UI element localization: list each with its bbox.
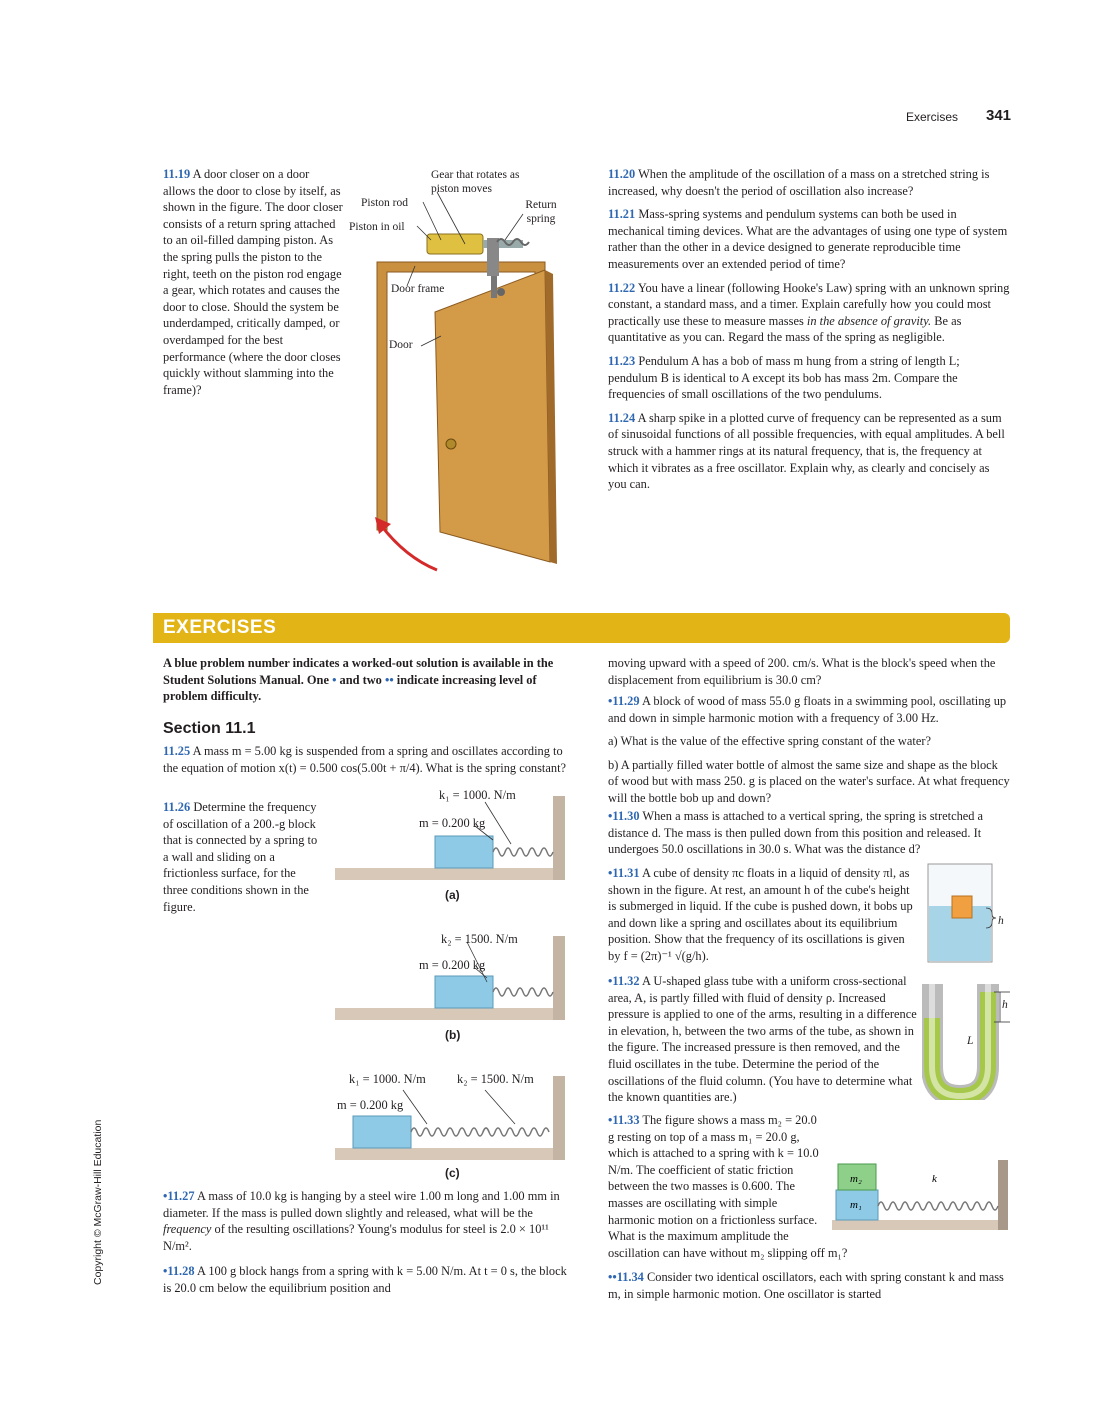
difficulty-dot: •: [332, 672, 337, 687]
page-number: 341: [986, 107, 1012, 124]
spring-constant-2-label: k₂ = 1500. N/m: [457, 1072, 534, 1086]
question-text: A mass of 10.0 kg is hanging by a steel wire 1.00 m long and 1.00 mm in diameter. If the mass is pulled down slightly and released, what will be the: [163, 1189, 560, 1220]
italic-text: frequency: [163, 1222, 212, 1237]
floating-cube-figure: [926, 862, 1010, 966]
question-11-28-continued: moving upward with a speed of 200. cm/s. What is the block's speed when the displacement from equilibrium is 30.0 cm?: [608, 656, 996, 687]
question-text: A door closer on a door allows the door to close by itself, as shown in the figure. The door closer consists of a return spring attached to an oil-filled damping piston. As the spring pulls the piston to the right, teeth on the piston rod engage a gear, which rotates and causes the door to close. Should the system be underdamped, critically damped, or overdamped for the best performance (where the door closes quickly without slamming into the frame)?: [163, 167, 343, 397]
question-number: 11.23: [608, 353, 636, 368]
figure-label-c: (c): [445, 1166, 460, 1180]
italic-text: in the absence of gravity.: [806, 313, 932, 328]
spring-constant-label: k₁ = 1000. N/m: [439, 788, 516, 802]
two-mass-spring-figure: [832, 1156, 1010, 1236]
right-top-column: [608, 166, 1010, 500]
piston-rod-label: Piston rod: [361, 197, 408, 209]
intro-text: indicate increasing level of problem difficulty.: [163, 672, 537, 704]
spring-constant-1-label: k₁ = 1000. N/m: [349, 1072, 426, 1086]
intro-text: A blue problem number indicates a worked-out solution is available in the Student Solutions Manual. One: [163, 656, 554, 687]
u-tube-l-label: L: [967, 1035, 974, 1047]
question-part-b: b) A partially filled water bottle of almost the same size and shape as the block of wood but with mass 250. g is placed on the water's surface. At what frequency will the bottle bob up and down?: [608, 757, 1010, 805]
spring-figure-b: [335, 928, 567, 1048]
difficulty-dot: •: [608, 866, 613, 880]
question-text: You have a linear (following Hooke's Law) spring with an unknown spring constant, a standard mass, and a timer. Explain carefully how you could most practically use these to measure masses: [608, 280, 1010, 328]
question-number: 11.19: [163, 167, 191, 181]
copyright-vertical: Copyright © McGraw-Hill Education: [92, 1119, 104, 1285]
door-frame-label: Door frame: [391, 283, 445, 295]
question-11-34: [608, 1269, 1010, 1302]
question-text: The figure shows a mass m₂ = 20.0 g resting on top of a mass m₁ = 20.0 g, which is attached to a spring with k = 10.0 N/m. The coefficient of static friction between the two masses is 0.600. The masses are oscillating with simple harmonic motion on a frictionless surface. What is the maximum amplitude the oscillation can have without m₂ slipping off m₁?: [608, 1113, 848, 1260]
difficulty-dot: •: [163, 1264, 168, 1278]
question-11-20: [608, 166, 1010, 199]
door-label: Door: [389, 339, 413, 351]
question-text: Mass-spring systems and pendulum systems can both be used in mechanical timing devices. What are the advantages of using one type of system rather than the other in a device designed to generate reproducible time measurements over an extended period of time?: [608, 207, 1008, 271]
question-11-33: [608, 1112, 1010, 1270]
intro-text: and two: [339, 672, 382, 687]
question-number: 11.24: [608, 410, 636, 425]
question-number: 11.25: [163, 744, 191, 758]
question-11-28: [163, 1263, 568, 1296]
question-11-24: [608, 410, 1010, 493]
question-11-26: [163, 799, 323, 915]
u-tube-h-label: h: [1002, 999, 1008, 1011]
section-heading: Section 11.1: [163, 720, 256, 737]
question-text: Determine the frequency of oscillation of a 200.-g block that is connected by a spring to a wall and sliding on a frictionless surface, for the three conditions shown in the figure.: [163, 800, 318, 914]
figure-label-a: (a): [445, 888, 460, 902]
question-number: 11.30: [612, 809, 640, 823]
question-number: 11.26: [163, 800, 191, 814]
question-number: 11.27: [167, 1189, 195, 1203]
piston-in-oil-label: Piston in oil: [349, 221, 405, 233]
question-11-32: [608, 973, 920, 1106]
spring-figure-c: [335, 1070, 567, 1190]
gear-label: Gear that rotates as piston moves: [431, 169, 520, 195]
question-text: A block of wood of mass 55.0 g floats in a swimming pool, oscillating up and down in simple harmonic motion with a frequency of 3.00 Hz.: [608, 694, 1007, 725]
question-11-31: [608, 865, 920, 965]
question-11-22: [608, 280, 1010, 346]
intro-note: [163, 655, 565, 705]
question-text: A sharp spike in a plotted curve of frequency can be represented as a sum of sinusoidal functions of all possible frequencies, with equal amplitudes. A bell struck with a hammer rings at its natural frequency, that is, the frequency at which it vibrates as a free oscillator. Explain why, as clearly and concisely as you can.: [608, 410, 1005, 492]
question-number: 11.31: [612, 866, 640, 880]
question-number: 11.29: [612, 694, 640, 708]
question-11-19: [163, 166, 343, 398]
difficulty-dot: •: [163, 1189, 168, 1203]
question-text: When a mass is attached to a vertical spring, the spring is stretched a distance d. The mass is then pulled down from this position and released. It undergoes 50.0 oscillations in 30.0 s. What was the distance d?: [608, 809, 984, 857]
m2-label: m₂: [850, 1173, 862, 1185]
question-text: A 100 g block hangs from a spring with k = 5.00 N/m. At t = 0 s, the block is 20.0 cm below the equilibrium position and: [163, 1264, 567, 1295]
question-text: A U-shaped glass tube with a uniform cross-sectional area, A, is partly filled with fluid of density ρ. Increased pressure is applied to one of the arms, resulting in a difference in elevation, h, between the two arms of the tube, as shown in the figure. The increased pressure is then removed, and the fluid oscillates in the tube. Determine the period of the oscillations of the fluid column. (You have to determine what the known quantities are.): [608, 974, 917, 1105]
question-11-25: [163, 743, 568, 776]
difficulty-dot: •: [608, 974, 613, 988]
question-number: 11.34: [616, 1270, 644, 1284]
running-header-section: Exercises: [906, 110, 959, 124]
m1-label: m₁: [850, 1199, 862, 1211]
question-text: Be as quantitative as you can. Regard the mass of the spring as negligible.: [608, 313, 962, 345]
question-11-30: [608, 808, 1010, 858]
question-number: 11.20: [608, 167, 636, 181]
difficulty-dot: •: [608, 694, 613, 708]
question-number: 11.28: [167, 1264, 195, 1278]
question-11-29: [608, 693, 1010, 814]
difficulty-dots: ••: [608, 1270, 617, 1284]
question-number: 11.33: [612, 1113, 640, 1127]
exercises-banner: EXERCISES: [153, 613, 1010, 643]
difficulty-dot: •: [608, 809, 613, 823]
question-text: A mass m = 5.00 kg is suspended from a spring and oscillates according to the equation of motion x(t) = 0.500 cos(5.00t + π/4). What is the spring constant?: [163, 744, 567, 775]
question-11-27: [163, 1188, 568, 1254]
question-11-23: [608, 353, 1010, 403]
question-text: When the amplitude of the oscillation of a mass on a stretched string is increased, why doesn't the period of oscillation also increase?: [608, 167, 990, 198]
figure-label-b: (b): [445, 1028, 461, 1042]
question-text: A cube of density πc floats in a liquid of density πl, as shown in the figure. At rest, an amount h of the cube's height is submerged in liquid. If the cube is pushed down, it bobs up and down like a spring and oscillates about its equilibrium position. Show that the frequency of its oscillations is given by f = (2π)⁻¹ √(g/h).: [608, 866, 913, 963]
door-closer-figure: [345, 162, 565, 582]
cube-h-label: h: [998, 915, 1004, 927]
question-11-21: [608, 206, 1010, 272]
difficulty-dots: ••: [384, 672, 394, 687]
spring-figure-a: [335, 786, 567, 906]
question-text: of the resulting oscillations? Young's modulus for steel is 2.0 × 10¹¹ N/m².: [163, 1222, 549, 1253]
mass-label: m = 0.200 kg: [337, 1098, 404, 1112]
k-label: k: [932, 1173, 937, 1185]
question-number: 11.21: [608, 207, 636, 222]
spring-constant-label: k₂ = 1500. N/m: [441, 932, 518, 946]
u-tube-figure: [922, 978, 1012, 1100]
question-number: 11.32: [612, 974, 640, 988]
question-number: 11.22: [608, 280, 636, 295]
question-part-a: a) What is the value of the effective spring constant of the water?: [608, 734, 931, 749]
question-text: Consider two identical oscillators, each with spring constant k and mass m, in simple harmonic motion. One oscillator is started: [608, 1270, 1004, 1301]
return-spring-label: Return spring: [525, 199, 557, 225]
mass-label: m = 0.200 kg: [419, 816, 486, 830]
question-text: Pendulum A has a bob of mass m hung from a string of length L; pendulum B is identical to A except its bob has mass 2m. Compare the frequencies of small oscillations of the two pendulums.: [608, 353, 960, 402]
difficulty-dot: •: [608, 1113, 613, 1127]
mass-label: m = 0.200 kg: [419, 958, 486, 972]
